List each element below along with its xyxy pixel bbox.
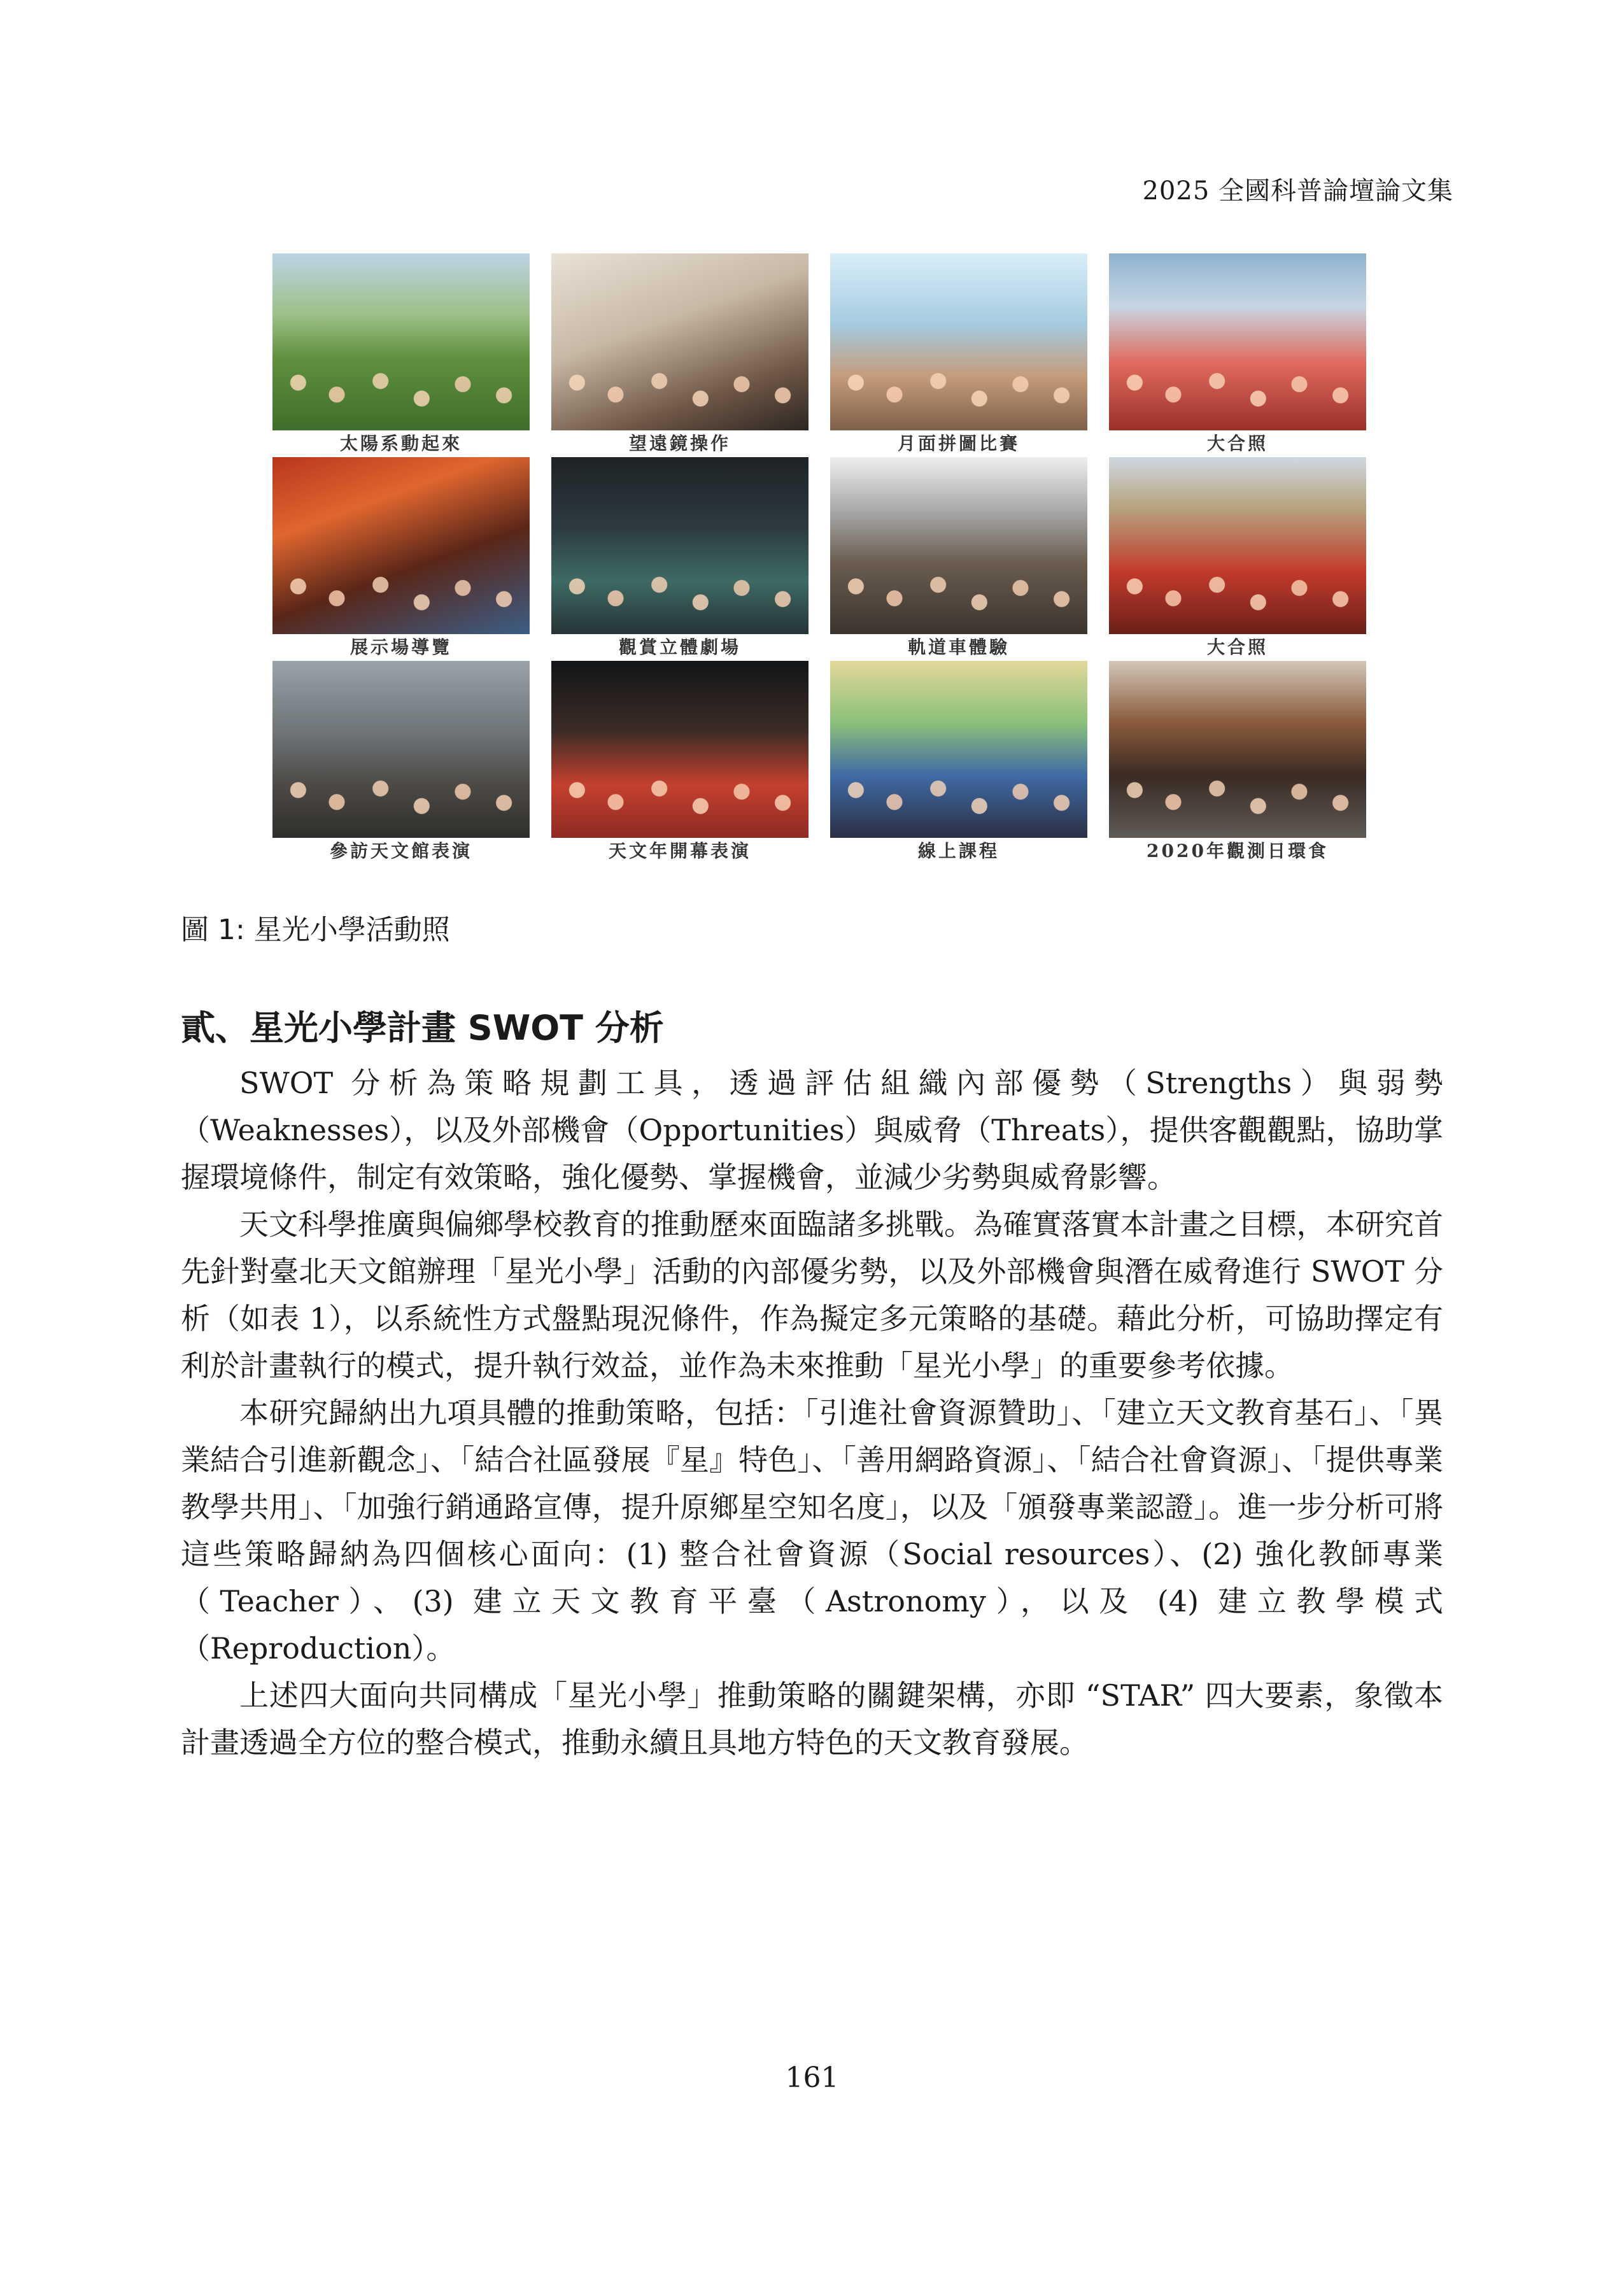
photo-caption: 大合照 [1206, 433, 1268, 454]
photo-cell [272, 661, 530, 865]
photo-cell [551, 661, 808, 865]
paragraph: SWOT 分析為策略規劃工具，透過評估組織內部優勢（Strengths）與弱勢（Weaknesses），以及外部機會（Opportunities）與威脅（Threats），提供客觀觀點，協助掌握環境條件，制定有效策略，強化優勢、掌握機會，並減少劣勢與威脅影響。 [181, 1066, 1443, 1194]
photo-caption: 軌道車體驗 [907, 637, 1010, 658]
photo-caption: 天文年開幕表演 [608, 840, 751, 861]
activity-photo [1109, 253, 1366, 430]
activity-photo [1109, 661, 1366, 838]
photo-cell [272, 457, 530, 661]
photo-caption: 望遠鏡操作 [628, 433, 731, 454]
photo-crowd [272, 555, 530, 634]
photo-crowd [830, 555, 1087, 634]
photo-caption: 月面拼圖比賽 [897, 433, 1020, 454]
paragraph: 上述四大面向共同構成「星光小學」推動策略的關鍵架構，亦即 “STAR” 四大要素，象徵本計畫透過全方位的整合模式，推動永續且具地方特色的天文教育發展。 [181, 1678, 1443, 1760]
activity-photo [272, 457, 530, 634]
photo-cell [551, 253, 808, 457]
section-heading: 貳、星光小學計畫 SWOT 分析 [181, 1008, 664, 1048]
activity-photo [830, 457, 1087, 634]
photo-crowd [830, 758, 1087, 838]
activity-photo [1109, 457, 1366, 634]
photo-cell [830, 457, 1087, 661]
activity-photo-grid [272, 253, 1367, 865]
activity-photo [551, 253, 808, 430]
paragraph: 天文科學推廣與偏鄉學校教育的推動歷來面臨諸多挑戰。為確實落實本計畫之目標，本研究首先針對臺北天文館辦理「星光小學」活動的內部優劣勢，以及外部機會與潛在威脅進行 SWOT 分析（如表 1），以系統性方式盤點現況條件，作為擬定多元策略的基礎。藉此分析，可協助擇定有利於計畫執行的模式，提升執行效益，並作為未來推動「星光小學」的重要參考依據。 [181, 1207, 1443, 1383]
photo-caption: 展示場導覽 [350, 637, 452, 658]
activity-photo [551, 457, 808, 634]
photo-crowd [1109, 351, 1366, 430]
photo-crowd [551, 351, 808, 430]
body-text [181, 1059, 1443, 1766]
photo-crowd [1109, 555, 1366, 634]
photo-crowd [1109, 758, 1366, 838]
page-number: 161 [785, 2062, 839, 2094]
photo-caption: 參訪天文館表演 [329, 840, 472, 861]
activity-photo [551, 661, 808, 838]
activity-photo [830, 253, 1087, 430]
photo-crowd [551, 555, 808, 634]
photo-cell [830, 253, 1087, 457]
photo-cell [830, 661, 1087, 865]
activity-photo [830, 661, 1087, 838]
photo-cell [1109, 253, 1366, 457]
photo-cell [551, 457, 808, 661]
activity-photo [272, 253, 530, 430]
photo-crowd [830, 351, 1087, 430]
photo-caption: 線上課程 [917, 840, 999, 861]
activity-photo [272, 661, 530, 838]
photo-crowd [272, 758, 530, 838]
photo-cell [1109, 661, 1366, 865]
photo-crowd [551, 758, 808, 838]
photo-crowd [272, 351, 530, 430]
photo-caption: 大合照 [1206, 637, 1268, 658]
photo-caption: 太陽系動起來 [339, 433, 462, 454]
photo-caption: 觀賞立體劇場 [618, 637, 741, 658]
photo-cell [272, 253, 530, 457]
running-header: 2025 全國科普論壇論文集 [1142, 176, 1453, 206]
photo-caption: 2020年觀測日環食 [1147, 840, 1329, 861]
figure-caption: 圖 1: 星光小學活動照 [181, 914, 450, 946]
paragraph: 本研究歸納出九項具體的推動策略，包括：「引進社會資源贊助」、「建立天文教育基石」、「異業結合引進新觀念」、「結合社區發展『星』特色」、「善用網路資源」、「結合社會資源」、「提供專業教學共用」、「加強行銷通路宣傳，提升原鄉星空知名度」，以及「頒發專業認證」。進一步分析可將這些策略歸納為四個核心面向：(1) 整合社會資源（Social resources）、(2) 強化教師專業（Teacher）、(3) 建立天文教育平臺（Astronomy），以及 (4) 建立教學模式（Reproduction）。 [181, 1396, 1443, 1666]
photo-cell [1109, 457, 1366, 661]
